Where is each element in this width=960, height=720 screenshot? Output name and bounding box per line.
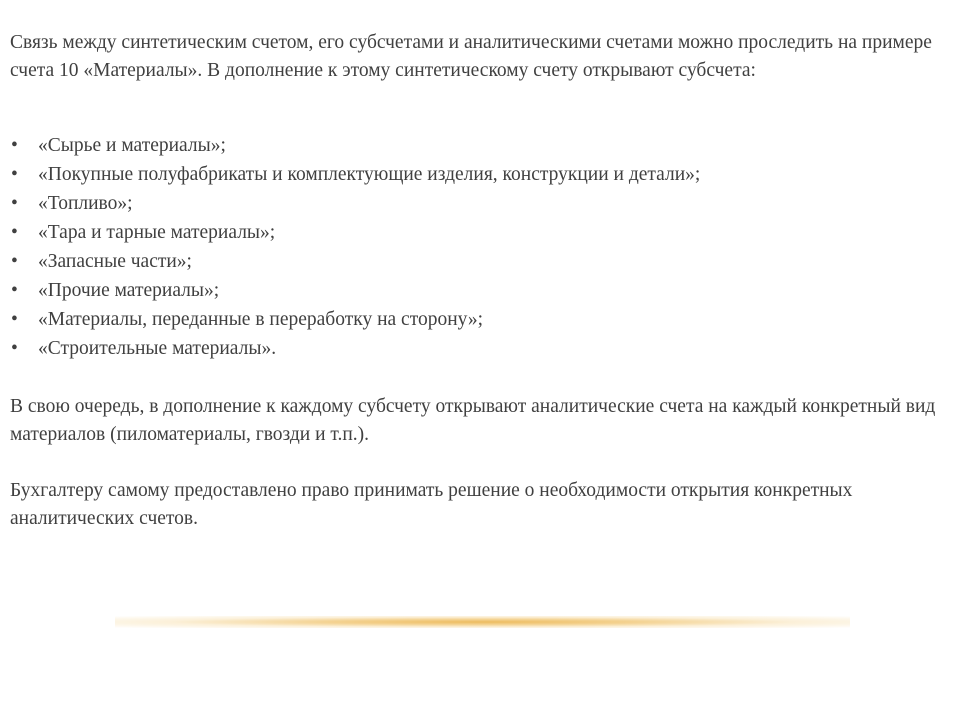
- list-item-text: «Тара и тарные материалы»;: [38, 222, 276, 243]
- list-item-text: «Покупные полуфабрикаты и комплектующие изделия, конструкции и детали»;: [38, 164, 701, 185]
- list-item-text: «Материалы, переданные в переработку на сторону»;: [38, 309, 484, 330]
- bullet-icon: •: [11, 251, 18, 272]
- bullet-icon: •: [11, 309, 18, 330]
- accountant-paragraph: Бухгалтеру самому предоставлено право принимать решение о необходимости открытия конкретных аналитических счетов.: [10, 480, 853, 529]
- list-item: [10, 189, 950, 218]
- list-item-text: «Запасные части»;: [38, 251, 192, 272]
- bullet-icon: •: [11, 222, 18, 243]
- list-item: [10, 218, 950, 247]
- list-item: [10, 247, 950, 276]
- list-item: [10, 305, 950, 334]
- list-item-text: «Прочие материалы»;: [38, 280, 220, 301]
- glow-divider: [115, 616, 850, 628]
- list-item-text: «Строительные материалы».: [38, 338, 277, 359]
- intro-paragraph: Связь между синтетическим счетом, его субсчетами и аналитическими счетами можно проследить на примере счета 10 «Материалы». В дополнение к этому синтетическому счету открывают субсчета:: [10, 32, 932, 81]
- list-item-text: «Сырье и материалы»;: [38, 135, 226, 156]
- list-item: [10, 131, 950, 160]
- list-item: [10, 276, 950, 305]
- slide-content: [10, 29, 950, 561]
- bullet-icon: •: [11, 164, 18, 185]
- list-item: [10, 160, 950, 189]
- bullet-icon: •: [11, 280, 18, 301]
- bullet-icon: •: [11, 193, 18, 214]
- subaccount-list: [10, 131, 950, 363]
- bullet-icon: •: [11, 338, 18, 359]
- bullet-icon: •: [11, 135, 18, 156]
- analytics-paragraph: В свою очередь, в дополнение к каждому субсчету открывают аналитические счета на каждый конкретный вид материалов (пиломатериалы, гвозди и т.п.).: [10, 396, 936, 445]
- list-item-text: «Топливо»;: [38, 193, 133, 214]
- list-item: [10, 334, 950, 363]
